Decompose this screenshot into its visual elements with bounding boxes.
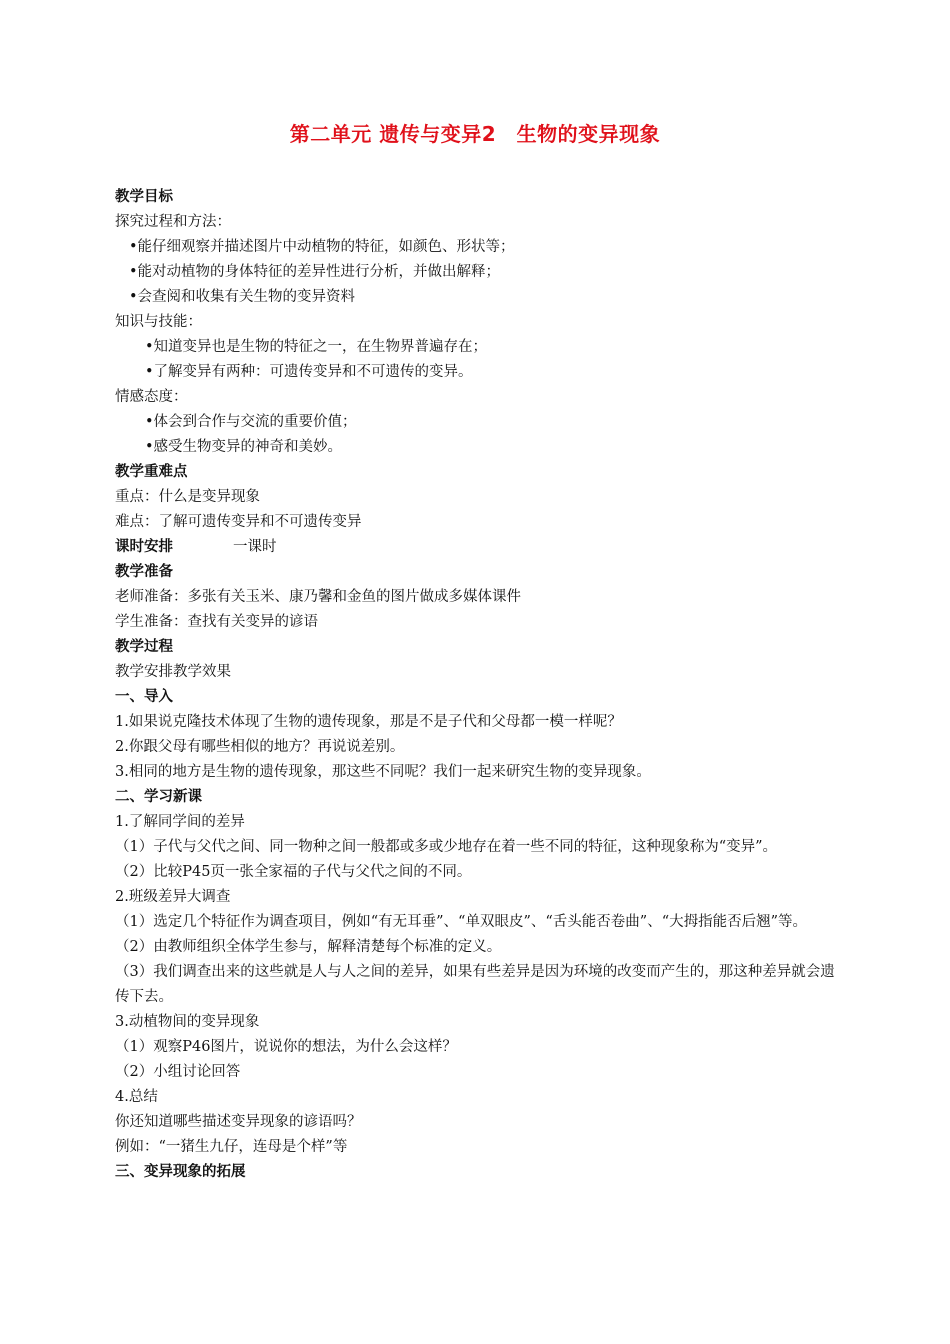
paragraph: 2.班级差异大调查 [115,889,231,905]
list-item: 3.相同的地方是生物的遗传现象，那这些不同呢？我们一起来研究生物的变异现象。 [115,764,651,780]
intro-heading: 一、导入 [115,689,173,705]
key-point: 重点：什么是变异现象 [115,489,260,505]
attitude-label: 情感态度： [115,389,188,405]
list-item: •体会到合作与交流的重要价值； [145,414,357,430]
prep-heading: 教学准备 [115,564,173,580]
process-heading: 教学过程 [115,639,173,655]
hard-point: 难点：了解可遗传变异和不可遗传变异 [115,514,362,530]
paragraph: 1.了解同学间的差异 [115,814,245,830]
paragraph: 例如：“一猪生九仔，连母是个样”等 [115,1139,348,1155]
paragraph: （1）子代与父代之间、同一物种之间一般都或多或少地存在着一些不同的特征，这种现象称为“变异”。 [115,839,778,855]
list-item: 1.如果说克隆技术体现了生物的遗传现象，那是不是子代和父母都一模一样呢？ [115,714,622,730]
list-item: •知道变异也是生物的特征之一，在生物界普遍存在； [145,339,488,355]
paragraph: 你还知道哪些描述变异现象的谚语吗？ [115,1114,362,1130]
paragraph: （1）选定几个特征作为调查项目，例如“有无耳垂”、“单双眼皮”、“舌头能否卷曲”、“大拇指能否后翘”等。 [115,914,808,930]
student-prep: 学生准备：查找有关变异的谚语 [115,614,318,630]
list-item: 2.你跟父母有哪些相似的地方？再说说差别。 [115,739,405,755]
schedule-value: 一课时 [233,539,277,555]
list-item: •能仔细观察并描述图片中动植物的特征，如颜色、形状等； [129,239,515,255]
list-item: •会查阅和收集有关生物的变异资料 [129,289,356,305]
paragraph: （2）由教师组织全体学生参与，解释清楚每个标准的定义。 [115,939,502,955]
new-lesson-heading: 二、学习新课 [115,789,202,805]
process-subheading: 教学安排教学效果 [115,664,231,680]
process-method-label: 探究过程和方法： [115,214,231,230]
document-page [115,118,835,1185]
schedule-row [115,535,835,560]
list-item: •了解变异有两种：可遗传变异和不可遗传的变异。 [145,364,473,380]
list-item: •能对动植物的身体特征的差异性进行分析，并做出解释； [129,264,501,280]
paragraph: 4.总结 [115,1089,158,1105]
paragraph: 3.动植物间的变异现象 [115,1014,260,1030]
extension-heading: 三、变异现象的拓展 [115,1164,246,1180]
list-item: •感受生物变异的神奇和美妙。 [145,439,343,455]
paragraph: （1）观察P46图片，说说你的想法，为什么会这样？ [115,1039,457,1055]
document-title: 第二单元 遗传与变异2 生物的变异现象 [289,122,661,146]
paragraph: （3）我们调查出来的这些就是人与人之间的差异，如果有些差异是因为环境的改变而产生的，那这种差异就会遗传下去。 [115,964,835,1005]
goals-heading: 教学目标 [115,189,173,205]
knowledge-label: 知识与技能： [115,314,202,330]
schedule-heading: 课时安排 [115,539,173,555]
teacher-prep: 老师准备：多张有关玉米、康乃馨和金鱼的图片做成多媒体课件 [115,589,521,605]
paragraph: （2）小组讨论回答 [115,1064,241,1080]
key-heading: 教学重难点 [115,464,188,480]
paragraph: （2）比较P45页一张全家福的子代与父代之间的不同。 [115,864,472,880]
